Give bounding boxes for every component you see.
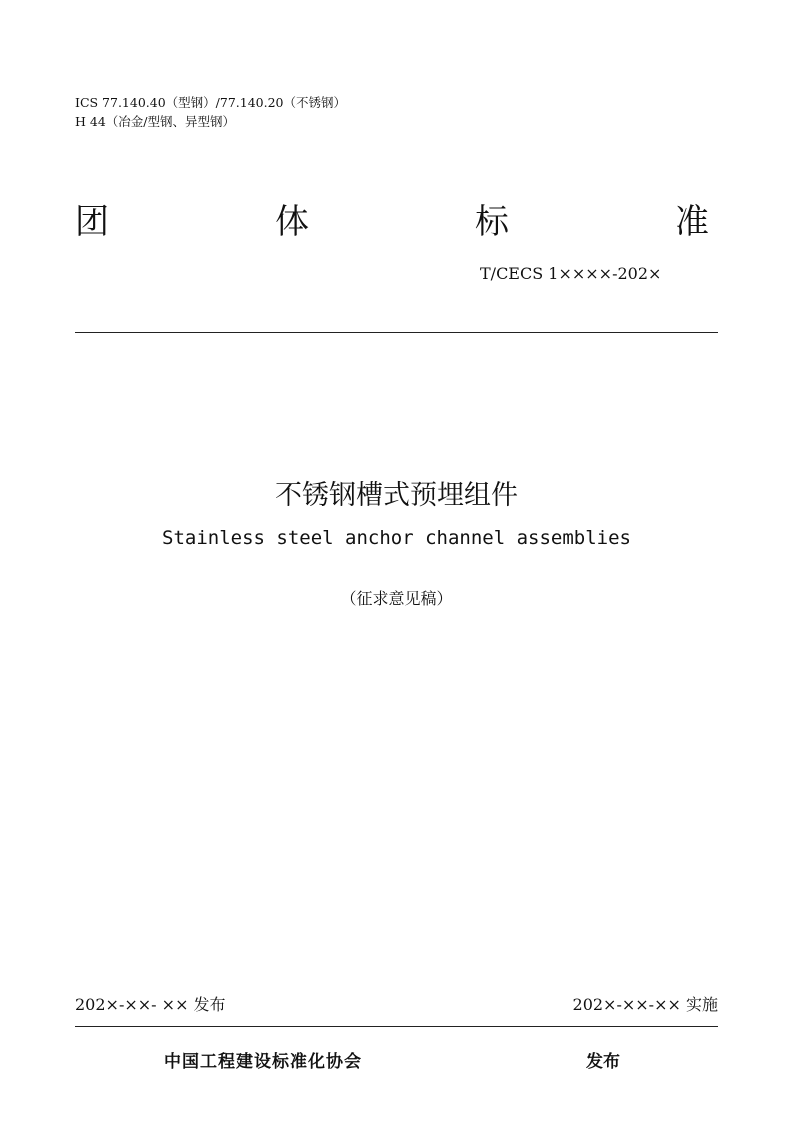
standard-type-char-4: 准	[675, 202, 709, 242]
footer-divider	[75, 1026, 718, 1027]
implement-date: 202×-××-×× 实施	[572, 995, 718, 1014]
issue-label: 发布	[586, 1052, 620, 1072]
publish-date: 202×-××- ×× 发布	[75, 995, 226, 1014]
ccs-classification: H 44（冶金/型钢、异型钢）	[75, 114, 235, 129]
title-english: Stainless steel anchor channel assemblies	[162, 527, 631, 549]
standard-type-char-2: 体	[275, 202, 309, 242]
draft-note: （征求意见稿）	[340, 589, 453, 608]
title-chinese: 不锈钢槽式预埋组件	[275, 480, 518, 511]
standard-type-char-3: 标	[475, 202, 509, 242]
standard-type-char-1: 团	[75, 202, 109, 242]
header-divider	[75, 332, 718, 333]
ics-classification: ICS 77.140.40（型钢）/77.140.20（不锈钢）	[75, 95, 346, 110]
issuing-organization: 中国工程建设标准化协会	[164, 1052, 362, 1072]
standard-code: T/CECS 1××××-202×	[480, 264, 662, 283]
